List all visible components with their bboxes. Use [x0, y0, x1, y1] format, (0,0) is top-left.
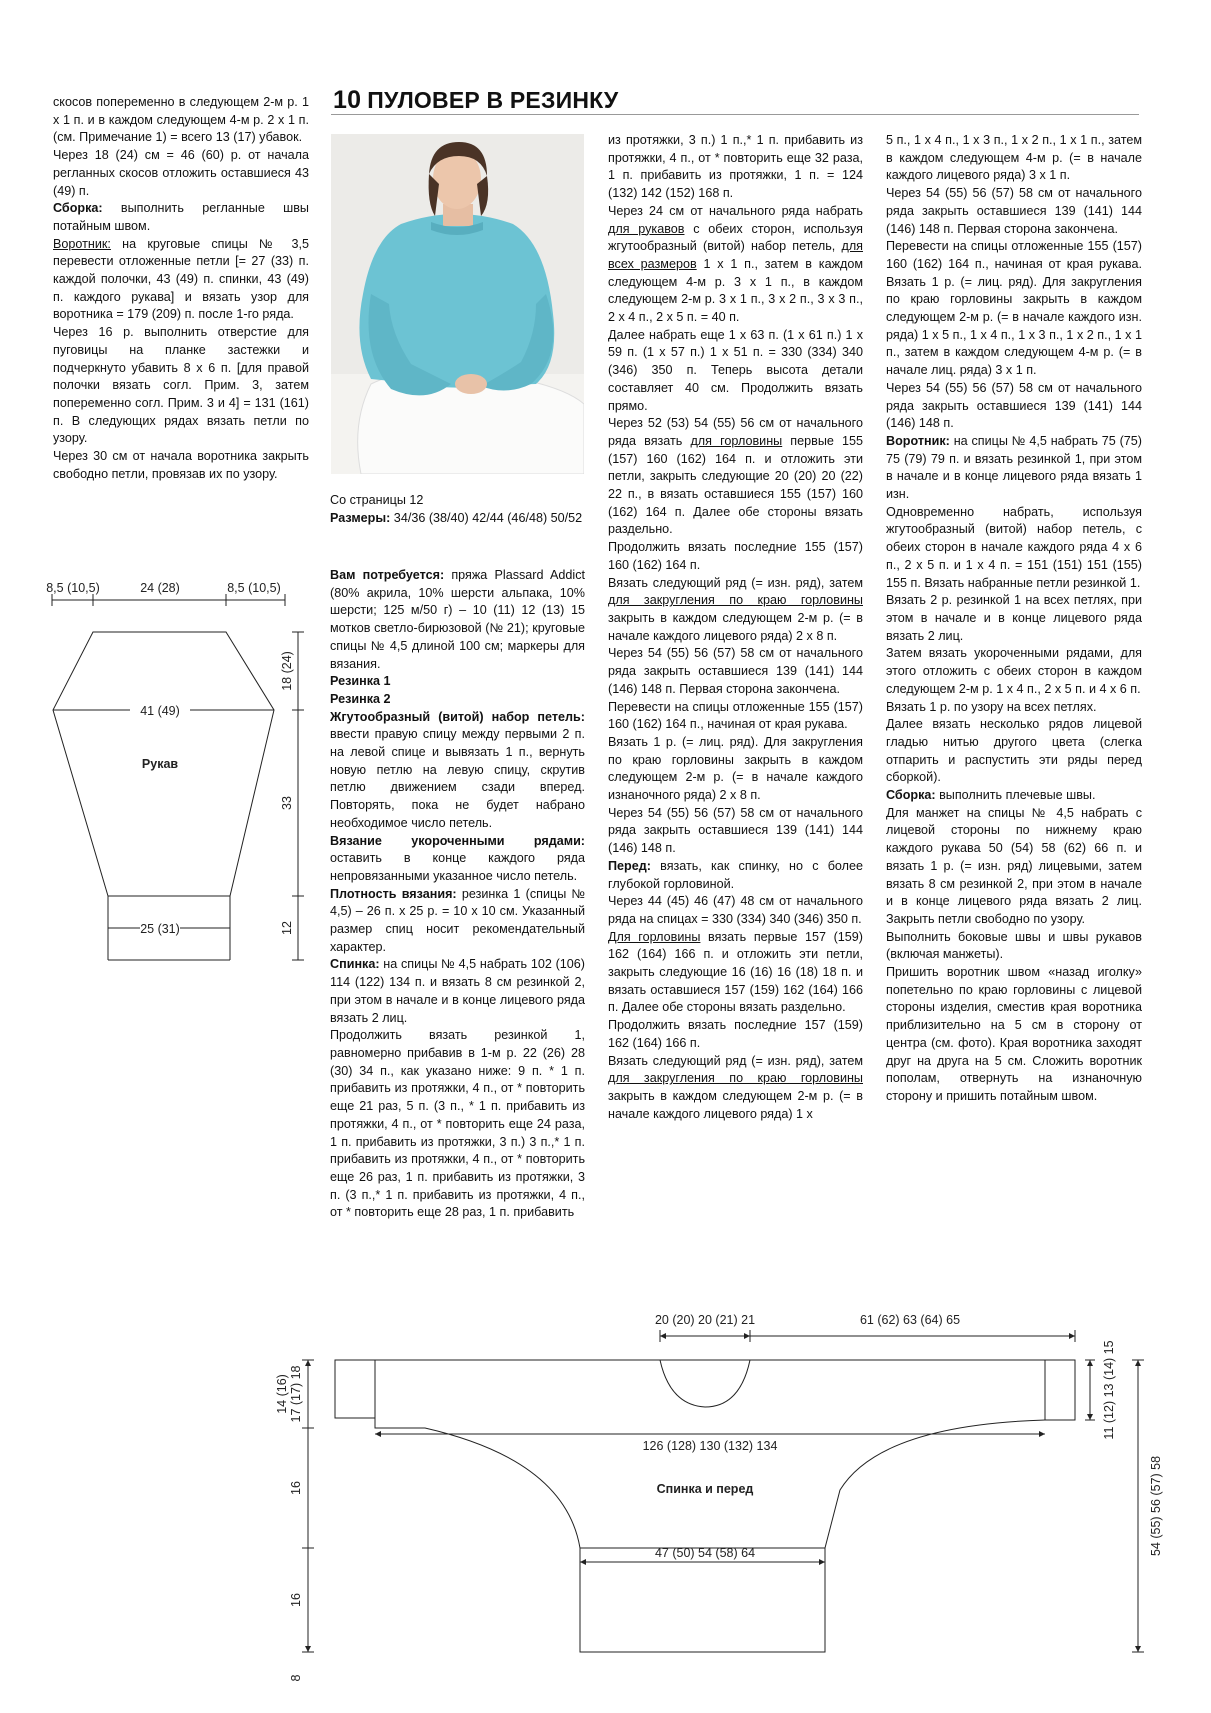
text: вязать первые 157 (159) 162 (164) 166 п. и отложить эти петли, закрыть следующие 16 (16) 16 (18) 18 п. и вязать оставшиеся 157 (159) 162 (164) 166 п. Далее обе стороны вязать раздельно.	[608, 929, 863, 1015]
paragraph	[330, 691, 585, 709]
paragraph: 5 п., 1 х 4 п., 1 х 3 п., 1 х 2 п., 1 х 1 п., затем в каждом следующем 4-м р. (= в начале каждого лицевого ряда) 3 х 1 п.	[886, 133, 1142, 183]
label: Перед:	[608, 858, 651, 873]
paragraph	[886, 433, 1142, 504]
article-title	[333, 86, 618, 115]
paragraph: Затем вязать укороченными рядами, для этого отложить с обеих сторон в каждом следующем 2-м р. 1 х 4 п., 2 х 5 п. и 4 х 6 п.	[886, 646, 1142, 696]
label: Жгутообразный (витой) набор петель:	[330, 709, 585, 724]
underlined: для закругления по краю горловины	[608, 593, 863, 608]
paragraph	[330, 709, 585, 833]
body-total-width: 126 (128) 130 (132) 134	[642, 1439, 778, 1453]
paragraph: Продолжить вязать резинкой 1, равномерно прибавив в 1-м р. 22 (26) 28 (30) 34 п., как указано ниже: 9 п. * 1 п. прибавить из протяжки, 4 п., от * повторить еще 21 раз, 5 п. (3 п., * 1 п. прибавить из протяжки, 4 п., от * повторить еще 24 раза, 1 п. прибавить из протяжки, 3 п.) 3 п.,* 1 п. прибавить из протяжки, 4 п., от * повторить еще 26 раз, 1 п. прибавить из протяжки, 3 п. (3 п.,* 1 п. прибавить из протяжки, 4 п., от * повторить еще 28 раз, 1 п. прибавить	[330, 1028, 585, 1220]
paragraph-text: на круговые спицы № 3,5 перевести отложенные петли [= 27 (33) п. каждой полочки, 43 (49) п. спинки, 43 (49) п. каждого рукава] и вязать узор для воротника = 179 (209) п. после 1-го ряда.	[53, 236, 309, 322]
paragraph	[608, 858, 863, 893]
paragraph-text: на спицы № 4,5 набрать 75 (75) 75 (79) 79 п. и вязать резинкой 1, при этом в начале и в конце лицевого ряда вязать 1 изн.	[886, 433, 1142, 502]
sleeve-diagram	[40, 570, 315, 970]
label: Вязание укороченными рядами:	[330, 833, 585, 848]
underlined: для рукавов	[608, 221, 685, 236]
paragraph	[608, 575, 863, 646]
paragraph-text: выполнить регланные швы потайным швом.	[53, 201, 309, 233]
paragraph-text: вязать, как спинку, но с более глубокой горловиной.	[608, 858, 863, 891]
column-3	[608, 132, 863, 1123]
photo-caption	[330, 492, 585, 527]
text: 1 х 1 п., затем в каждом следующем 4-м р. 3 х 1 п., в каждом следующем 2-м р. 3 х 1 п., 3 х 2 п., 3 х 3 п., 2 х 4 п., 2 х 5 п. = 40 п.	[608, 256, 864, 325]
paragraph: Пришить воротник швом «назад иголку» попетельно по краю горловины с лицевой стороны изделия, сместив края воротника приблизительно на 5 см в сторону от центра (см. фото). Края воротника заходят друг на друга на 5 см. Сложить воротник пополам, отвернуть на изнаночную сторону и пришить потайным швом.	[886, 965, 1142, 1103]
underlined: для всех размеров	[608, 239, 863, 271]
label: Плотность вязания:	[330, 886, 457, 901]
body-title: Спинка и перед	[656, 1482, 754, 1496]
column-2	[330, 567, 585, 1222]
text: Вязать следующий ряд (= изн. ряд), затем	[608, 575, 863, 590]
paragraph	[330, 833, 585, 886]
label: Воротник:	[53, 236, 111, 251]
label: Резинка 2	[330, 691, 391, 706]
paragraph: Далее вязать несколько рядов лицевой гладью нитью другого цвета (слегка отпарить и распустить эти ряды перед сборкой).	[886, 717, 1142, 785]
paragraph: Для манжет на спицы № 4,5 набрать с лицевой стороны по нижнему краю каждого рукава 50 (54) 58 (62) 66 п. и вязать 1 р. (= изн. ряд) лицевыми, затем вязать 8 см резинкой 2, при этом в начале и в конце лицевого ряда вязать 2 лиц. Закрыть петли свободно по узору.	[886, 805, 1142, 926]
paragraph	[608, 929, 863, 1018]
underlined: Для горловины	[608, 929, 701, 944]
paragraph: Одновременно набрать, используя жгутообразный (витой) набор петель, с обеих сторон в начале каждого ряда 4 х 6 п., 2 х 5 п. и 1 х 4 п. = 151 (151) 151 (155) 155 п. Вязать набранные петли резинкой 1.	[886, 504, 1142, 590]
sizes-label: Размеры:	[330, 510, 391, 525]
article-title-text: ПУЛОВЕР В РЕЗИНКУ	[367, 87, 619, 113]
paragraph: Продолжить вязать последние 155 (157) 160 (162) 164 п.	[608, 540, 863, 572]
sleeve-title: Рукав	[141, 757, 179, 771]
paragraph	[330, 956, 585, 1027]
paragraph-text: на спицы № 4,5 набрать 102 (106) 114 (122) 134 п. и вязать 8 см резинкой 2, при этом в начале и в конце лицевого ряда вязать 2 лиц.	[330, 957, 585, 1025]
paragraph-text: оставить в конце каждого ряда непровязанными указанное число петель.	[330, 851, 585, 883]
text: с обеих сторон, используя жгутообразный (витой) набор петель,	[608, 221, 863, 254]
paragraph: Через 30 см от начала воротника закрыть свободно петли, провязав их по узору.	[53, 449, 309, 481]
sleeve-h1: 18 (24)	[280, 651, 294, 691]
paragraph	[608, 415, 863, 539]
paragraph: Вязать 2 р. резинкой 1 на всех петлях, при этом в начале и в конце лицевого ряда вязать 2 лиц.	[886, 593, 1142, 643]
body-shoulder-width: 61 (62) 63 (64) 65	[859, 1313, 961, 1327]
sleeve-h2: 33	[280, 796, 294, 810]
paragraph: Выполнить боковые швы и швы рукавов (включая манжеты).	[886, 929, 1142, 962]
model-photo	[331, 134, 584, 474]
paragraph: Через 16 р. выполнить отверстие для пуговицы на планке застежки и подчеркнуто убавить 8 х 6 п. [для правой полочки вязать согл. Прим. 3, затем попеременно согл. Прим. 3 и 4] = 131 (161) п. В следующих рядах вязать петли по узору.	[53, 325, 309, 446]
body-left-top-b: 17 (17) 18	[289, 1365, 303, 1423]
article-number: 10	[333, 86, 362, 114]
paragraph	[53, 200, 309, 235]
source-note: Со страницы 12	[330, 493, 424, 507]
paragraph: Вязать 1 р. по узору на всех петлях.	[886, 699, 1097, 714]
paragraph	[53, 236, 309, 325]
model-photo-illustration	[331, 134, 584, 474]
sleeve-dim-top-left: 8,5 (10,5)	[46, 581, 100, 595]
body-left-8: 8	[289, 1674, 303, 1682]
body-outline	[335, 1360, 1075, 1652]
sleeve-dim-top-mid: 24 (28)	[140, 581, 180, 595]
label: Воротник:	[886, 433, 950, 448]
paragraph: Вязать 1 р. (= лиц. ряд). Для закругления по краю горловины закрыть в каждом следующем 2-м р. (= в начале каждого изнаночного ряда) 2 х 8 п.	[608, 734, 863, 803]
paragraph: Продолжить вязать последние 157 (159) 162 (164) 166 п.	[608, 1018, 863, 1050]
paragraph-text: выполнить плечевые швы.	[935, 788, 1096, 803]
paragraph-text: резинка 1 (спицы № 4,5) – 26 п. х 25 р. = 10 х 10 см. Указанный размер спиц носит рекомендательный характер.	[330, 886, 585, 954]
text: Вязать следующий ряд (= изн. ряд), затем	[608, 1053, 863, 1068]
text: Через 52 (53) 54 (55) 56 см от начального ряда вязать	[608, 416, 863, 448]
label: Резинка 1	[330, 674, 391, 689]
body-left-top-a: 14 (16)	[275, 1374, 289, 1414]
paragraph: Через 54 (55) 56 (57) 58 см от начального ряда закрыть оставшиеся 139 (141) 144 (146) 148 п.	[608, 805, 863, 856]
body-waist-width: 47 (50) 54 (58) 64	[654, 1546, 756, 1560]
paragraph	[608, 203, 863, 327]
column-4	[886, 132, 1142, 1106]
label: Вам потребуется:	[330, 568, 445, 582]
paragraph	[330, 567, 585, 673]
column-1	[53, 94, 309, 483]
sleeve-width-label: 41 (49)	[140, 704, 180, 718]
body-diagram	[260, 1310, 1180, 1700]
sizes-value: 34/36 (38/40) 42/44 (46/48) 50/52	[390, 510, 583, 525]
neckline	[660, 1360, 750, 1407]
underlined: для закругления по краю горловины	[608, 1071, 863, 1086]
label: Спинка:	[330, 957, 380, 972]
paragraph	[330, 673, 585, 691]
paragraph: Через 54 (55) 56 (57) 58 см от начального ряда закрыть оставшиеся 139 (141) 144 (146) 148 п.	[886, 380, 1142, 431]
paragraph: Далее набрать еще 1 х 63 п. (1 х 61 п.) 1 х 59 п. (1 х 57 п.) 1 х 51 п. = 330 (334) 340 (346) 350 п. Теперь высота детали составляет 40 см. Продолжить вязать прямо.	[608, 327, 863, 413]
paragraph: Через 54 (55) 56 (57) 58 см от начального ряда закрыть оставшиеся 139 (141) 144 (146) 148 п. Первая сторона закончена.	[608, 646, 863, 696]
body-right-cuff: 11 (12) 13 (14) 15	[1102, 1340, 1116, 1440]
sleeve-cuff-label: 25 (31)	[140, 922, 180, 936]
paragraph-text: пряжа Plassard Addict (80% акрила, 10% шерсти альпака, 10% шерсти; 125 м/50 г) – 10 (11) 12 (13) 15 мотков светло-бирюзовой (№ 21); круговые спицы № 4,5 длиной 100 см; маркеры для вязания.	[330, 568, 586, 671]
paragraph: Перевести на спицы отложенные 155 (157) 160 (162) 164 п., начиная от края рукава.	[608, 699, 863, 732]
label: Сборка:	[886, 788, 936, 803]
paragraph	[330, 886, 585, 957]
body-neck-width: 20 (20) 20 (21) 21	[654, 1313, 756, 1327]
body-left-16a: 16	[289, 1481, 303, 1495]
paragraph: скосов попеременно в следующем 2-м р. 1 х 1 п. и в каждом следующем 4-м р. 2 х 1 п. (см. Примечание 1) = всего 13 (17) убавок.	[53, 95, 309, 145]
sleeve-dim-top-right: 8,5 (10,5)	[227, 581, 281, 595]
paragraph-text: ввести правую спицу между первыми 2 п. на левой спице и вывязать 1 п., вернуть новую петлю на левую спицу, скрутив петлю движением сзади вперед. Повторять, пока не будет набрано необходимое число петель.	[330, 727, 585, 830]
header-rule	[331, 114, 1139, 115]
text: Через 24 см от начального ряда набрать	[608, 203, 863, 218]
sleeve-h3: 12	[280, 921, 294, 935]
paragraph: из протяжки, 3 п.) 1 п.,* 1 п. прибавить из протяжки, 4 п., от * повторить еще 32 раза, 1 п. прибавить из протяжки, 1 п. = 124 (132) 142 (152) 168 п.	[608, 133, 863, 201]
paragraph: Через 18 (24) см = 46 (60) р. от начала регланных скосов отложить оставшиеся 43 (49) п.	[53, 148, 309, 198]
paragraph: Перевести на спицы отложенные 155 (157) 160 (162) 164 п., начиная от края рукава. Вязать 1 р. (= лиц. ряд). Для закругления по краю горловины закрыть в каждом следующем 2-м р. (= в начале каждого изн. ряда) 1 х 5 п., 1 х 4 п., 1 х 3 п., 1 х 2 п., 1 х 1 п., затем в каждом следующем 4-м р. (= в начале лиц. ряда) 3 х 1 п.	[886, 239, 1142, 378]
text: закрыть в каждом следующем 2-м р. (= в начале каждого лицевого ряда) 1 х	[608, 1088, 863, 1121]
text: первые 155 (157) 160 (162) 164 п. и отложить эти петли, закрыть следующие 20 (20) 20 (22) 22 п., в вязать оставшиеся 155 (157) 160 (162) 164 п. Далее обе стороны вязать раздельно.	[608, 433, 863, 537]
sizes-line	[330, 510, 585, 528]
paragraph: Через 54 (55) 56 (57) 58 см от начального ряда закрыть оставшиеся 139 (141) 144 (146) 148 п. Первая сторона закончена.	[886, 186, 1142, 236]
paragraph	[608, 1053, 863, 1124]
underlined: для горловины	[690, 433, 783, 448]
label: Сборка:	[53, 201, 103, 216]
paragraph	[886, 787, 1142, 805]
text: закрыть в каждом следующем 2-м р. (= в начале каждого лицевого ряда) 2 х 8 п.	[608, 610, 863, 643]
body-right-total: 54 (55) 56 (57) 58	[1149, 1455, 1163, 1557]
paragraph: Через 44 (45) 46 (47) 48 см от начального ряда на спицах = 330 (334) 340 (346) 350 п.	[608, 894, 863, 926]
body-left-16b: 16	[289, 1593, 303, 1607]
